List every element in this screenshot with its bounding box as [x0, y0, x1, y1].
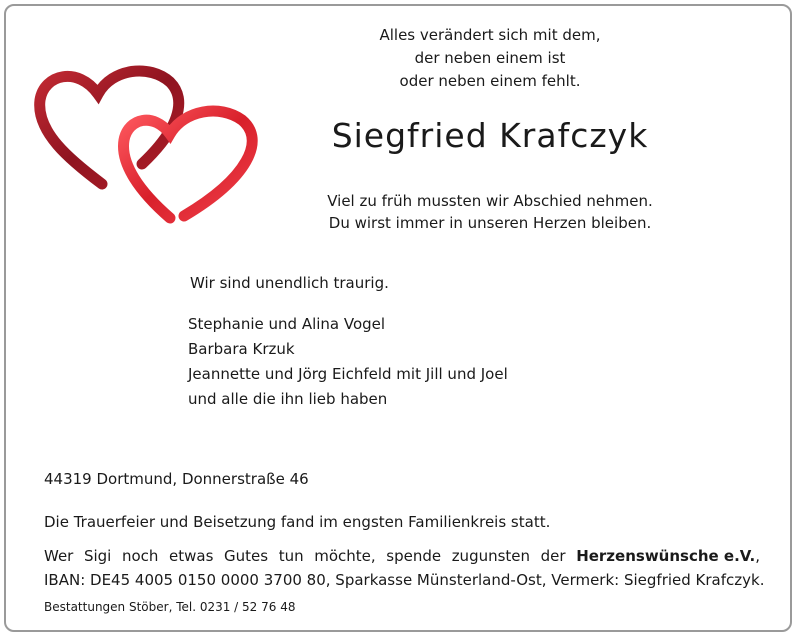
- donation-word: etwas: [169, 547, 214, 565]
- donation-line-2: IBAN: DE45 4005 0150 0000 3700 80, Sparkasse Münsterland-Ost, Vermerk: Siegfried Krafczyk.: [44, 571, 765, 589]
- address: 44319 Dortmund, Donnerstraße 46: [44, 470, 309, 488]
- farewell-line: Viel zu früh mussten wir Abschied nehmen.: [327, 192, 653, 210]
- donation-word: der: [540, 547, 566, 565]
- mourner-item: Jeannette und Jörg Eichfeld mit Jill und Joel: [188, 365, 508, 383]
- donation-note: [44, 544, 765, 592]
- verse: [340, 24, 640, 93]
- mourner-list: [188, 312, 508, 412]
- donation-word: zugunsten: [451, 547, 531, 565]
- mourner-item: Stephanie und Alina Vogel: [188, 315, 386, 333]
- verse-line: Alles verändert sich mit dem,: [379, 26, 601, 44]
- ceremony-note: Die Trauerfeier und Beisetzung fand im engsten Familienkreis statt.: [44, 513, 551, 531]
- verse-line: der neben einem ist: [414, 49, 566, 67]
- donation-word: Gutes: [224, 547, 269, 565]
- donation-word: noch: [121, 547, 159, 565]
- farewell-text: [300, 190, 680, 234]
- verse-line: oder neben einem fehlt.: [399, 72, 581, 90]
- farewell-line: Du wirst immer in unseren Herzen bleiben.: [328, 214, 652, 232]
- donation-word: spende: [386, 547, 442, 565]
- organization-name: Herzenswünsche e.V.: [576, 547, 756, 565]
- two-hearts-icon: [30, 60, 280, 230]
- donation-word: Sigi: [83, 547, 112, 565]
- mourning-intro: Wir sind unendlich traurig.: [190, 274, 389, 292]
- mourner-item: und alle die ihn lieb haben: [188, 390, 388, 408]
- donation-word: Wer: [44, 547, 74, 565]
- donation-word: möchte,: [314, 547, 376, 565]
- donation-comma: ,: [755, 547, 760, 565]
- deceased-name: Siegfried Krafczyk: [331, 116, 649, 155]
- donation-line-1: [44, 544, 760, 568]
- undertaker-contact: Bestattungen Stöber, Tel. 0231 / 52 76 48: [44, 600, 296, 614]
- donation-organization: [576, 544, 760, 568]
- donation-word: tun: [278, 547, 304, 565]
- mourner-item: Barbara Krzuk: [188, 340, 295, 358]
